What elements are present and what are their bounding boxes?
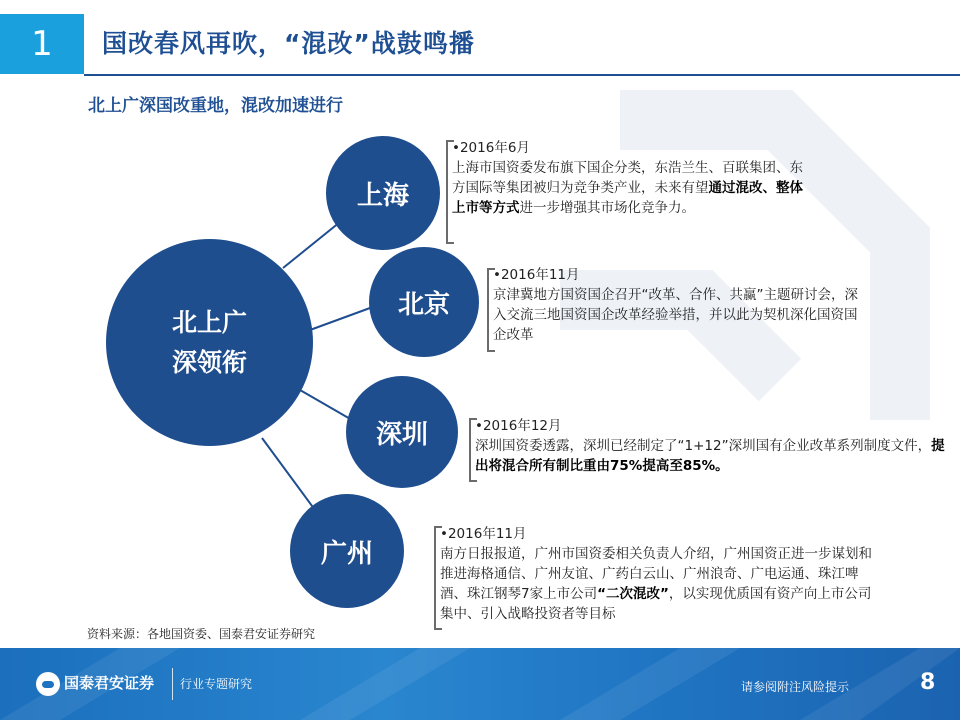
description-date: •2016年6月 bbox=[452, 140, 530, 156]
description-shanghai bbox=[452, 138, 812, 218]
risk-disclaimer: 请参阅附注风险提示 bbox=[741, 680, 850, 694]
description-text: 深圳国资委透露，深圳已经制定了“1+12”深圳国有企业改革系列制度文件， bbox=[475, 438, 932, 454]
description-date: •2016年12月 bbox=[475, 418, 562, 434]
company-logo-icon bbox=[36, 672, 60, 696]
description-text-tail: ，以实现优质国有资产向上市公司集中、引入战略投资者等目标 bbox=[440, 586, 872, 622]
description-highlight: 提出将混合所有制比重由75%提高至85%。 bbox=[475, 438, 945, 474]
footer-divider bbox=[172, 668, 173, 700]
page-number: 8 bbox=[920, 670, 936, 695]
hub-label-line1: 北上广 bbox=[171, 307, 247, 337]
city-circle-guangzhou bbox=[290, 494, 404, 608]
city-circle-shanghai bbox=[326, 136, 440, 250]
description-text-tail: 进一步增强其市场化竞争力。 bbox=[519, 200, 695, 216]
hub-circle bbox=[106, 239, 313, 446]
description-highlight: “二次混改” bbox=[597, 586, 669, 602]
company-name: 国泰君安证券 bbox=[64, 674, 155, 692]
page-title: 国改春风再吹，“混改”战鼓鸣播 bbox=[102, 29, 475, 58]
section-number: 1 bbox=[31, 24, 53, 64]
description-text: 南方日报报道，广州市国资委相关负责人介绍，广州国资正进一步谋划和推进海格通信、广州友谊、广药白云山、广州浪奇、广电运通、珠江啤酒、珠江钢琴7家上市公司 bbox=[440, 546, 872, 602]
page-subtitle: 北上广深国改重地，混改加速进行 bbox=[88, 96, 343, 116]
description-guangzhou bbox=[440, 524, 880, 624]
description-text: 京津冀地方国资国企召开“改革、合作、共赢”主题研讨会，深入交流三地国资国企改革经验举措，并以此为契机深化国资国企改革 bbox=[493, 287, 858, 343]
city-circle-shenzhen bbox=[346, 376, 458, 488]
description-highlight: 通过混改、整体上市等方式 bbox=[452, 180, 803, 216]
footer-bar bbox=[0, 648, 960, 720]
description-text: 上海市国资委发布旗下国企分类，东浩兰生、百联集团、东方国际等集团被归为竞争类产业，未来有望 bbox=[452, 160, 803, 196]
description-date: •2016年11月 bbox=[440, 526, 527, 542]
source-note: 资料来源：各地国资委、国泰君安证券研究 bbox=[87, 627, 316, 641]
description-date: •2016年11月 bbox=[493, 267, 580, 283]
city-name: 北京 bbox=[397, 289, 450, 320]
description-shenzhen bbox=[475, 416, 945, 476]
description-beijing bbox=[493, 265, 863, 345]
city-name: 上海 bbox=[356, 180, 409, 211]
report-category: 行业专题研究 bbox=[180, 677, 253, 691]
hub-label-line2: 深领衔 bbox=[171, 347, 247, 377]
city-circle-beijing bbox=[369, 247, 479, 357]
city-name: 广州 bbox=[320, 538, 373, 569]
city-name: 深圳 bbox=[375, 419, 428, 450]
